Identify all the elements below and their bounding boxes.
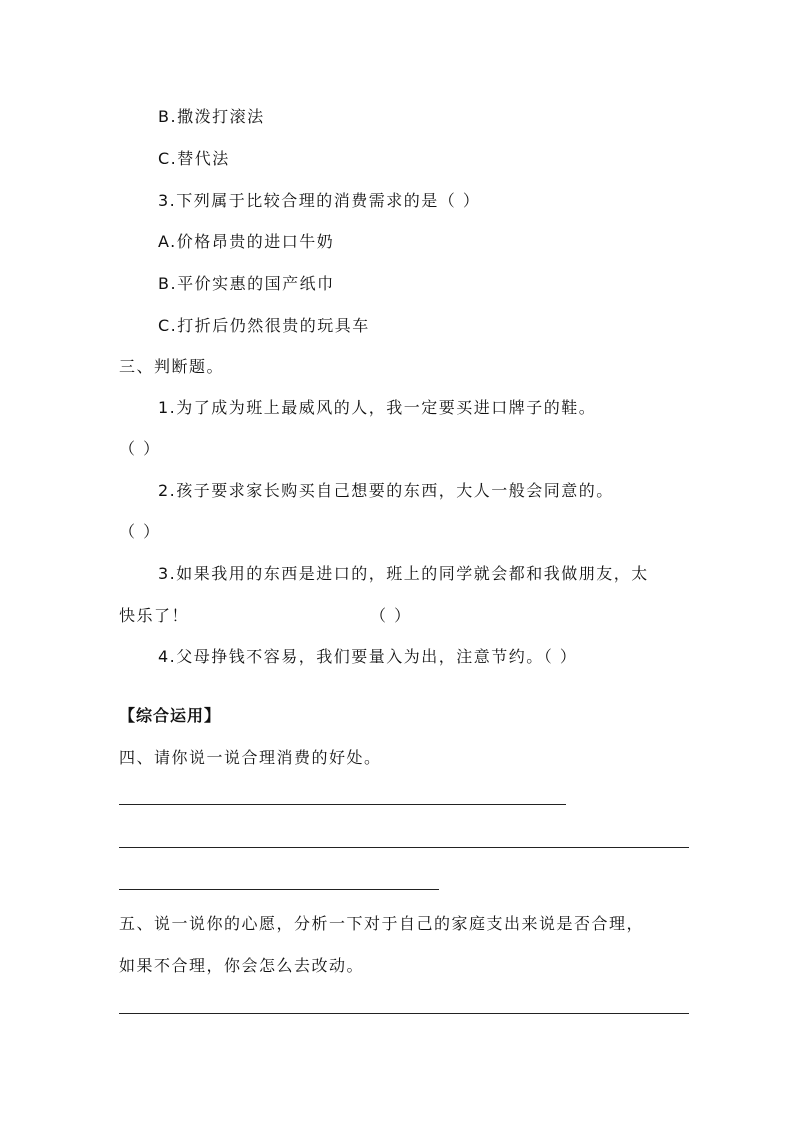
section-3-title: 三、判断题。 xyxy=(119,357,225,376)
answer-blank-4[interactable] xyxy=(119,1013,689,1014)
true-false-3-answer: （ ） xyxy=(370,606,412,625)
true-false-4: 4.父母挣钱不容易，我们要量入为出，注意节约。（ ） xyxy=(158,647,578,666)
true-false-3-line-2: 快乐了！ xyxy=(119,606,190,625)
true-false-2: 2.孩子要求家长购买自己想要的东西，大人一般会同意的。 xyxy=(158,481,614,500)
question-5-prompt-line-2: 如果不合理，你会怎么去改动。 xyxy=(119,956,365,975)
applied-section-heading: 【综合运用】 xyxy=(119,706,222,725)
true-false-1-answer: （ ） xyxy=(119,439,161,458)
question-5-prompt-line-1: 五、说一说你的心愿，分析一下对于自己的家庭支出来说是否合理， xyxy=(119,914,645,933)
true-false-2-answer: （ ） xyxy=(119,522,161,541)
option-c: C.替代法 xyxy=(158,149,230,168)
true-false-1: 1.为了成为班上最威风的人，我一定要买进口牌子的鞋。 xyxy=(158,398,597,417)
question-3: 3.下列属于比较合理的消费需求的是（ ） xyxy=(158,191,481,210)
question-3-option-b: B.平价实惠的国产纸巾 xyxy=(158,274,335,293)
true-false-3-line-1: 3.如果我用的东西是进口的，班上的同学就会都和我做朋友，太 xyxy=(158,564,649,583)
answer-blank-2[interactable] xyxy=(119,847,689,848)
question-3-option-c: C.打折后仍然很贵的玩具车 xyxy=(158,316,370,335)
option-b: B.撒泼打滚法 xyxy=(158,107,265,126)
answer-blank-3[interactable] xyxy=(119,889,439,890)
answer-blank-1[interactable] xyxy=(119,804,566,805)
question-4-prompt: 四、请你说一说合理消费的好处。 xyxy=(119,748,382,767)
question-3-option-a: A.价格昂贵的进口牛奶 xyxy=(158,232,335,251)
